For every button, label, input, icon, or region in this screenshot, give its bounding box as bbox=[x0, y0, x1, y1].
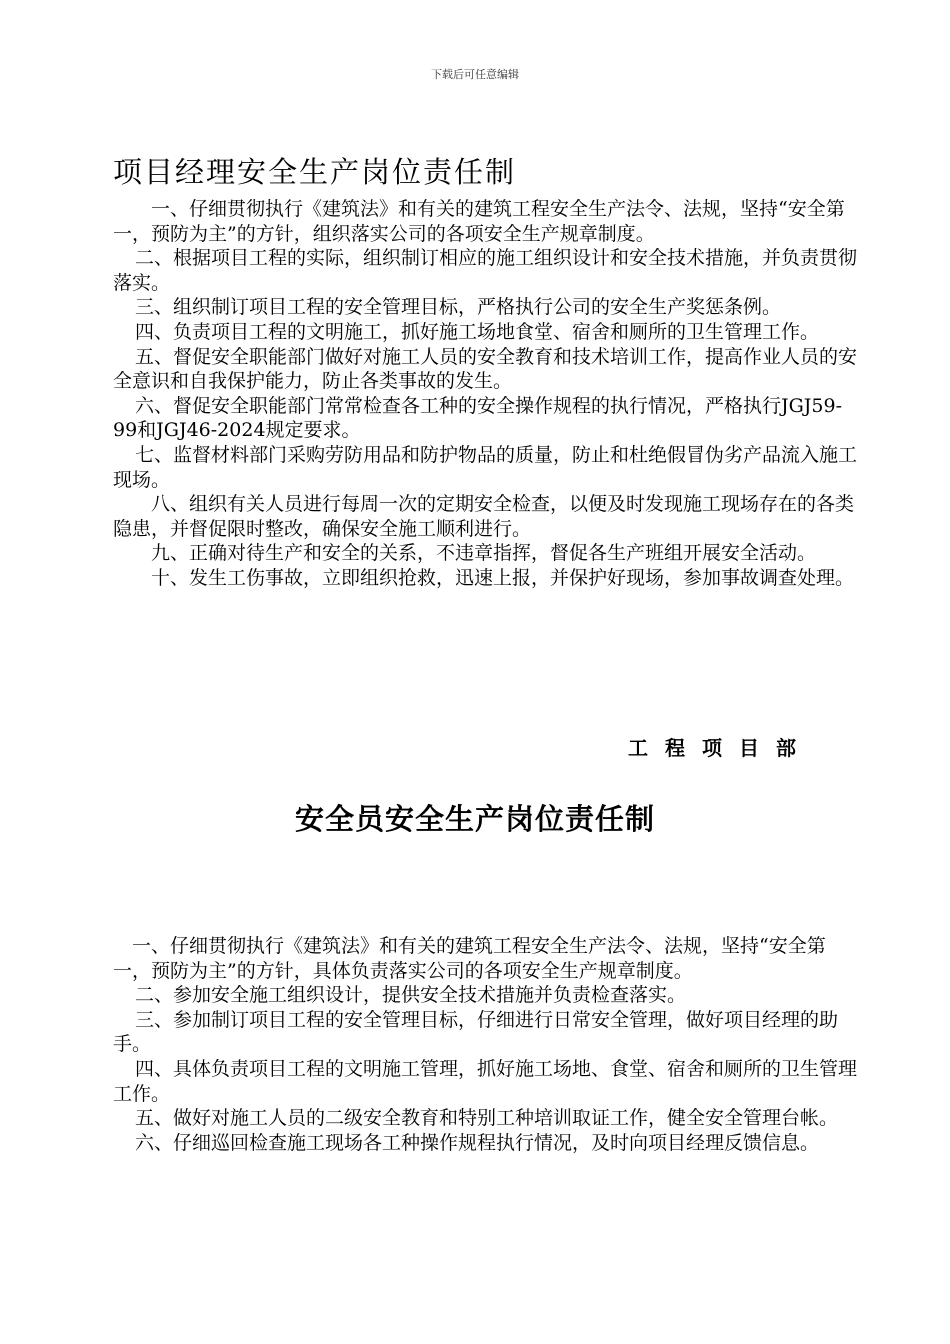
section2-paragraph-1: 一、仔细贯彻执行《建筑法》和有关的建筑工程安全生产法令、法规，坚持“安全第一，预防为主”的方针，具体负责落实公司的各项安全生产规章制度。 bbox=[113, 935, 826, 982]
section2-paragraph-5: 五、做好对施工人员的二级安全教育和特别工种培训取证工作，健全安全管理台帐。 bbox=[135, 1107, 839, 1130]
section1-paragraph-5: 五、督促安全职能部门做好对施工人员的安全教育和技术培训工作，提高作业人员的安全意识和自我保护能力，防止各类事故的发生。 bbox=[113, 345, 858, 393]
section2-paragraph-4: 四、具体负责项目工程的文明施工管理，抓好施工场地、食堂、宿舍和厕所的卫生管理工作。 bbox=[113, 1057, 858, 1105]
section1-paragraph-8: 八、组织有关人员进行每周一次的定期安全检查，以便及时发现施工现场存在的各类隐患，并督促限时整改，确保安全施工顺利进行。 bbox=[113, 493, 855, 540]
section2-body bbox=[113, 934, 863, 1155]
section1-paragraph-1: 一、仔细贯彻执行《建筑法》和有关的建筑工程安全生产法令、法规，坚持“安全第一，预防为主”的方针，组织落实公司的各项安全生产规章制度。 bbox=[113, 198, 845, 245]
section1-paragraph-2: 二、根据项目工程的实际，组织制订相应的施工组织设计和安全技术措施，并负责贯彻落实。 bbox=[113, 247, 858, 294]
section1-paragraph-6: 六、督促安全职能部门常常检查各工种的安全操作规程的执行情况，严格执行JGJ59-99和JGJ46-2024规定要求。 bbox=[113, 394, 843, 442]
section1-paragraph-3: 三、组织制订项目工程的安全管理目标，严格执行公司的安全生产奖惩条例。 bbox=[135, 296, 782, 319]
section1-paragraph-7: 七、监督材料部门采购劳防用品和防护物品的质量，防止和杜绝假冒伪劣产品流入施工现场。 bbox=[113, 443, 858, 491]
section1-paragraph-4: 四、负责项目工程的文明施工，抓好施工场地食堂、宿舍和厕所的卫生管理工作。 bbox=[135, 320, 820, 343]
section1-title: 项目经理安全生产岗位责任制 bbox=[113, 155, 517, 189]
section2-paragraph-6: 六、仔细巡回检查施工现场各工种操作规程执行情况，及时向项目经理反馈信息。 bbox=[135, 1131, 820, 1154]
section1-body bbox=[113, 197, 863, 591]
section2-paragraph-2: 二、参加安全施工组织设计，提供安全技术措施并负责检查落实。 bbox=[135, 984, 687, 1007]
section2-title: 安全员安全生产岗位责任制 bbox=[294, 802, 655, 836]
department-signature: 工程项目部 bbox=[628, 736, 813, 760]
section1-paragraph-9: 九、正确对待生产和安全的关系，不违章指挥，督促各生产班组开展安全活动。 bbox=[151, 542, 817, 565]
header-note: 下载后可任意编辑 bbox=[431, 68, 519, 81]
section2-paragraph-3: 三、参加制订项目工程的安全管理目标，仔细进行日常安全管理，做好项目经理的助手。 bbox=[113, 1008, 839, 1056]
section1-paragraph-10: 十、发生工伤事故，立即组织抢救，迅速上报，并保护好现场，参加事故调查处理。 bbox=[151, 566, 855, 589]
